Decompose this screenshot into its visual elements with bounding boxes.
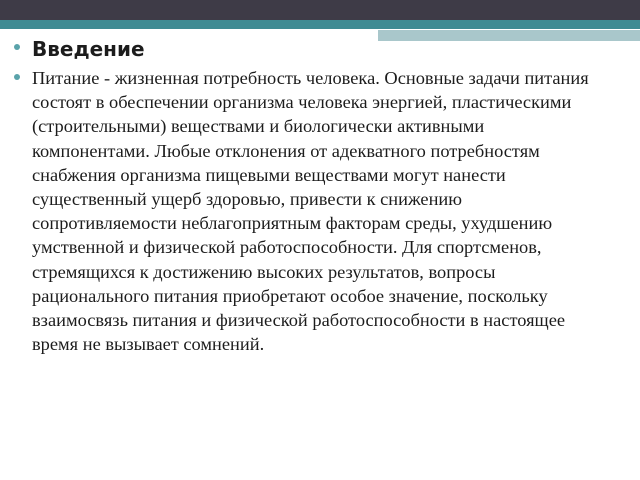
header-teal-bar bbox=[0, 20, 640, 29]
bullet-dot-icon bbox=[14, 74, 20, 80]
slide-content bbox=[10, 34, 602, 356]
slide-heading: Введение bbox=[32, 37, 145, 61]
header-dark-bar bbox=[0, 0, 640, 20]
slide-body-text: Питание - жизненная потребность человека. Основные задачи питания состоят в обеспечении организма человека энергией, пластическими (строительными) веществами и биологически активными компонентами. Любые отклонения от адекватного потребностям снабжения организма пищевыми веществами могут нанести существенный ущерб здоровью, привести к снижению сопротивляемости неблагоприятным факторам среды, ухудшению умственной и физической работоспособности. Для спортсменов, стремящихся к достижению высоких результатов, вопросы рационального питания приобретают особое значение, поскольку взаимосвязь питания и физической работоспособности в настоящее время не вызывает сомнений. bbox=[32, 68, 589, 355]
bullet-item-heading bbox=[10, 34, 602, 64]
bullet-item-body bbox=[10, 66, 602, 356]
bullet-dot-icon bbox=[14, 44, 20, 50]
